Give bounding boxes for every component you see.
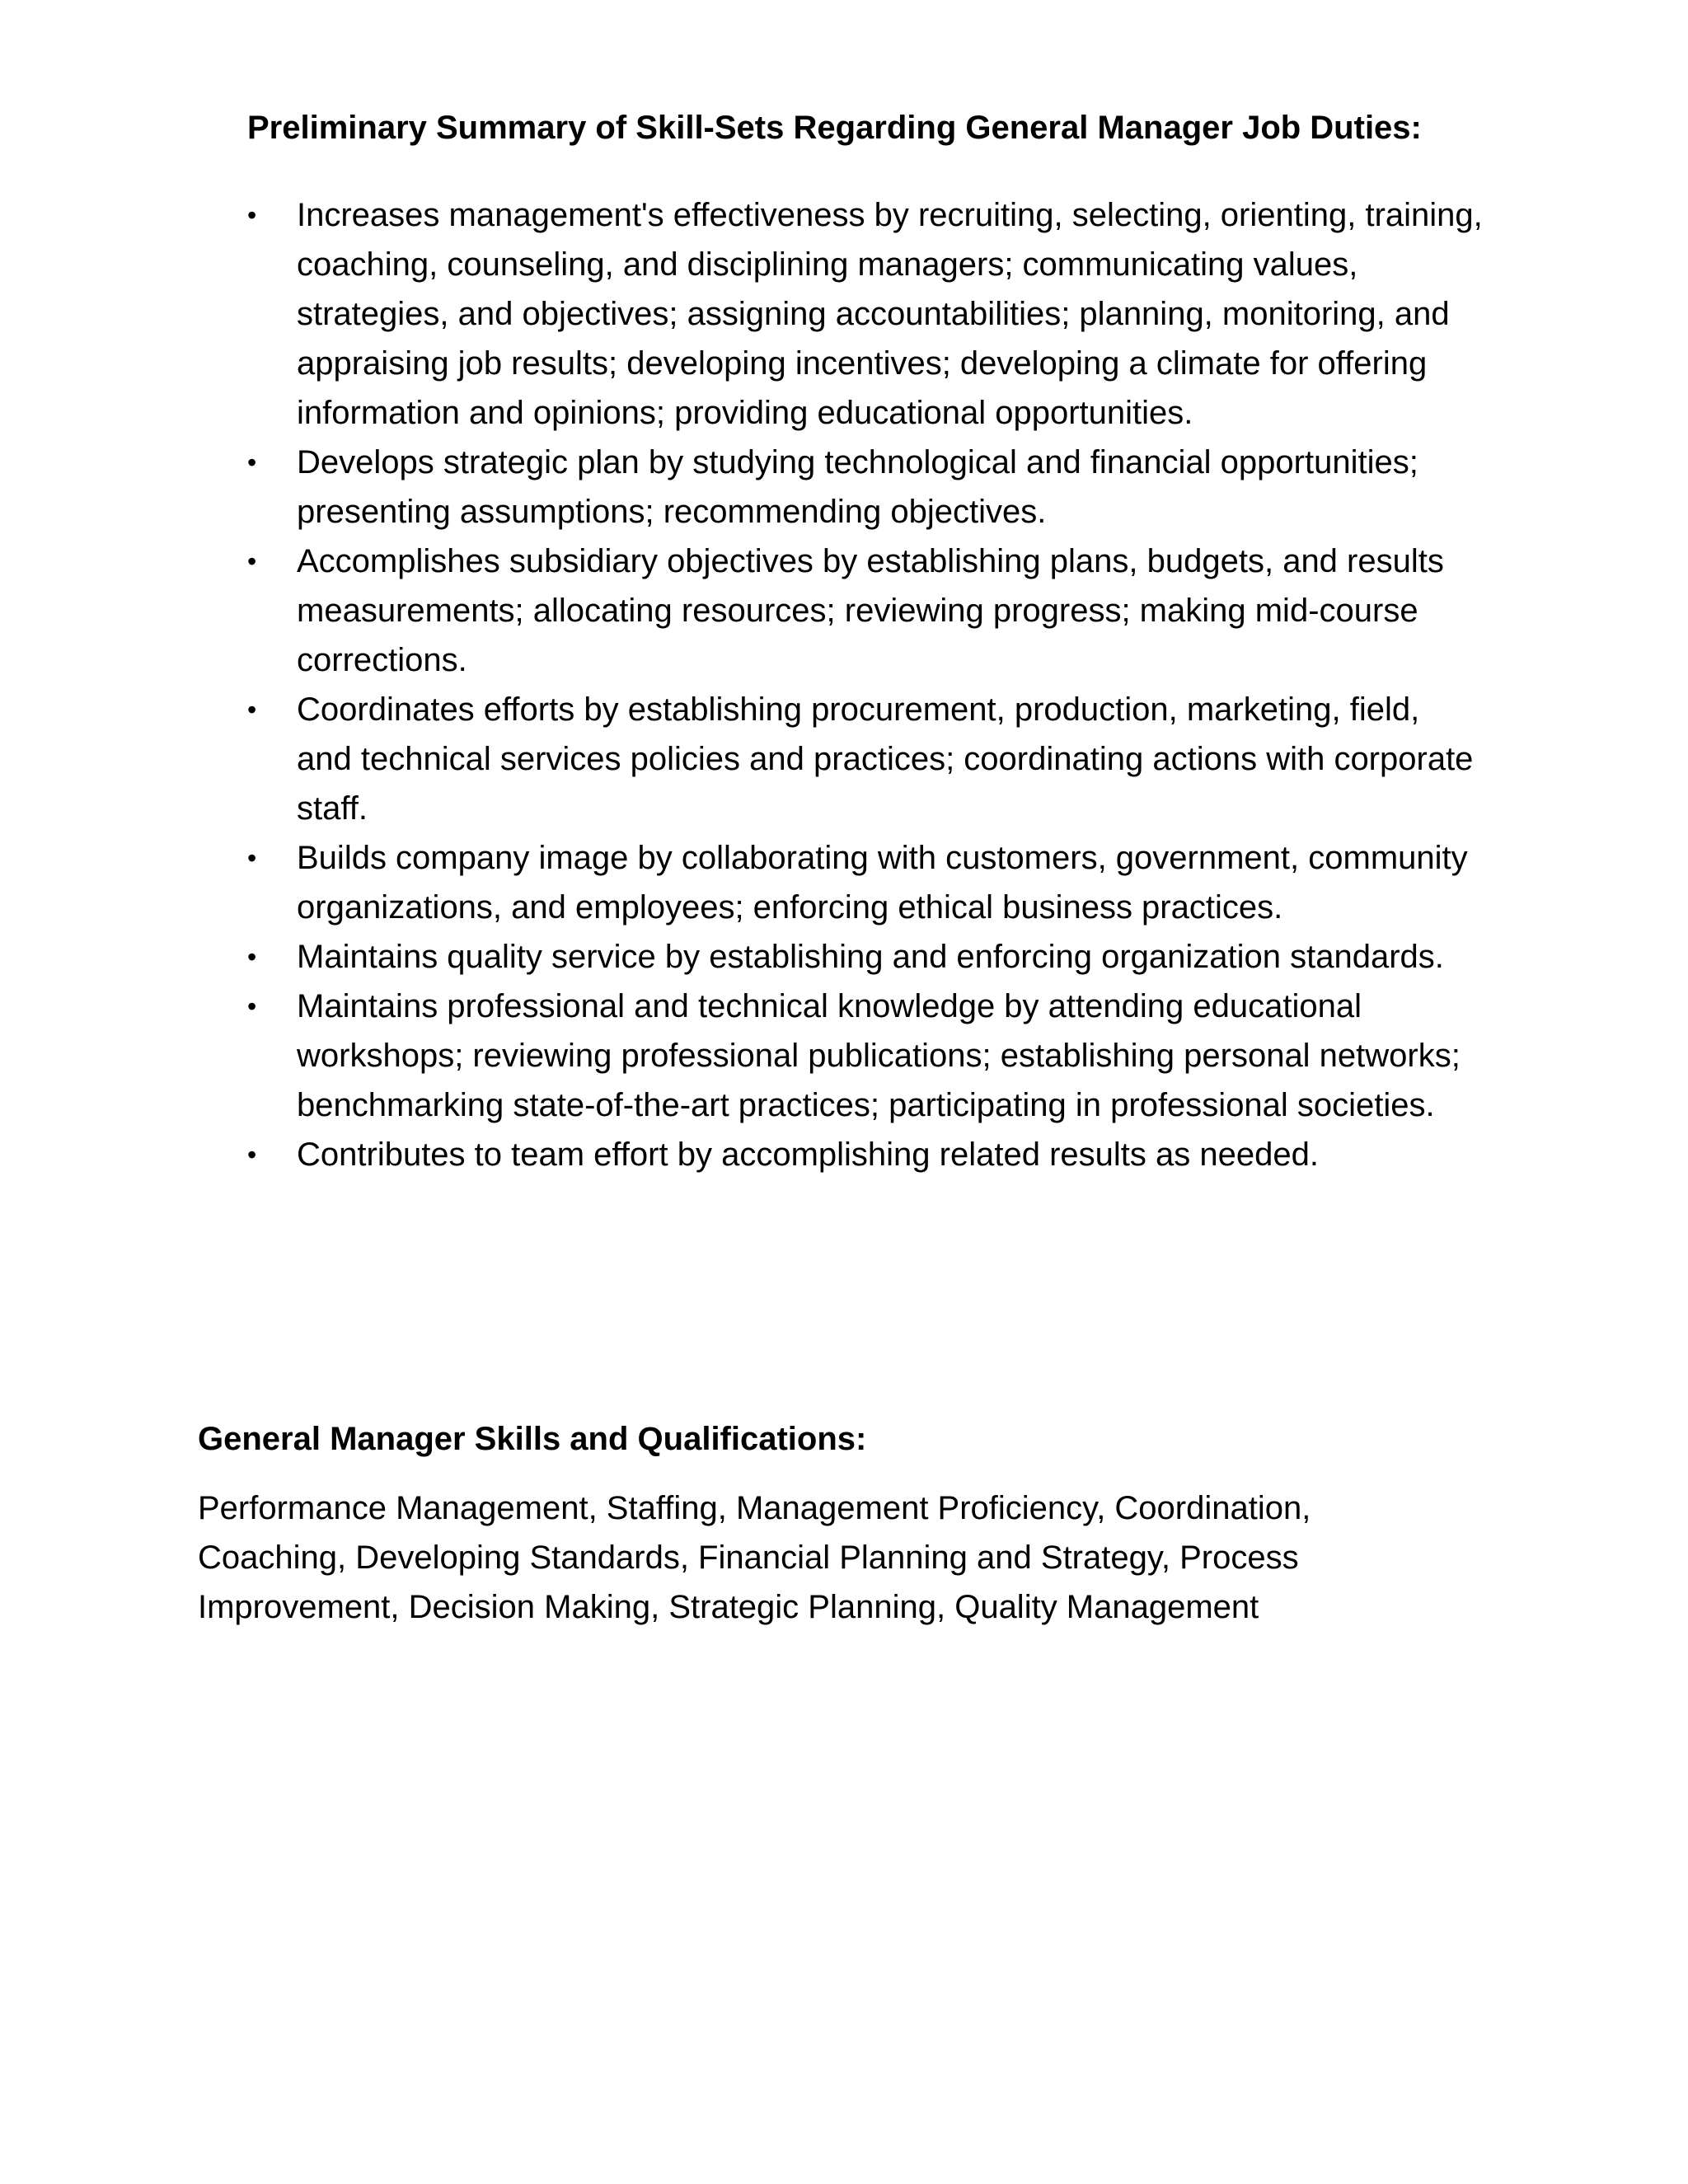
bullet-icon: • bbox=[247, 695, 257, 724]
skills-paragraph: Performance Management, Staffing, Management Proficiency, Coordination, Coaching, Developing Standards, Financial Planning and Strategy, Process Improvement, Decision Making, Strategic Planning, Quality Management bbox=[198, 1490, 1311, 1625]
list-item bbox=[198, 190, 1484, 438]
bullet-icon: • bbox=[247, 546, 257, 576]
page-title: Preliminary Summary of Skill-Sets Regarding General Manager Job Duties: bbox=[247, 110, 1422, 146]
duty-text: Develops strategic plan by studying technological and financial opportunities; presenting assumptions; recommending objectives. bbox=[297, 444, 1418, 530]
list-item bbox=[198, 833, 1484, 932]
duty-text: Accomplishes subsidiary objectives by establishing plans, budgets, and results measurements; allocating resources; reviewing progress; making mid-course corrections. bbox=[297, 543, 1444, 678]
duty-text: Builds company image by collaborating with customers, government, community organizations, and employees; enforcing ethical business practices. bbox=[297, 840, 1468, 926]
bullet-icon: • bbox=[247, 1140, 257, 1169]
bullet-icon: • bbox=[247, 942, 257, 972]
bullet-icon: • bbox=[247, 448, 257, 477]
list-item bbox=[198, 685, 1484, 833]
bullet-icon: • bbox=[247, 843, 257, 873]
duty-text: Increases management's effectiveness by recruiting, selecting, orienting, training, coaching, counseling, and disciplining managers; communicating values, strategies, and objectives; assigning accountabilities; planning, monitoring, and appraising job results; developing incentives; developing a climate for offering information and opinions; providing educational opportunities. bbox=[297, 197, 1483, 431]
duty-text: Contributes to team effort by accomplishing related results as needed. bbox=[297, 1137, 1319, 1173]
list-item bbox=[198, 932, 1484, 982]
duty-text: Maintains quality service by establishing and enforcing organization standards. bbox=[297, 939, 1444, 975]
list-item bbox=[198, 537, 1484, 685]
bullet-icon: • bbox=[247, 991, 257, 1021]
list-item bbox=[198, 982, 1484, 1130]
duty-text: Maintains professional and technical knowledge by attending educational workshops; reviewing professional publications; establishing personal networks; benchmarking state-of-the-art practices; participating in professional societies. bbox=[297, 988, 1461, 1123]
duties-list bbox=[198, 190, 1484, 1179]
list-item bbox=[198, 438, 1484, 537]
bullet-icon: • bbox=[247, 200, 257, 230]
duty-text: Coordinates efforts by establishing procurement, production, marketing, field, and technical services policies and practices; coordinating actions with corporate staff. bbox=[297, 691, 1474, 827]
list-item bbox=[198, 1130, 1484, 1179]
skills-heading: General Manager Skills and Qualifications: bbox=[198, 1421, 867, 1457]
